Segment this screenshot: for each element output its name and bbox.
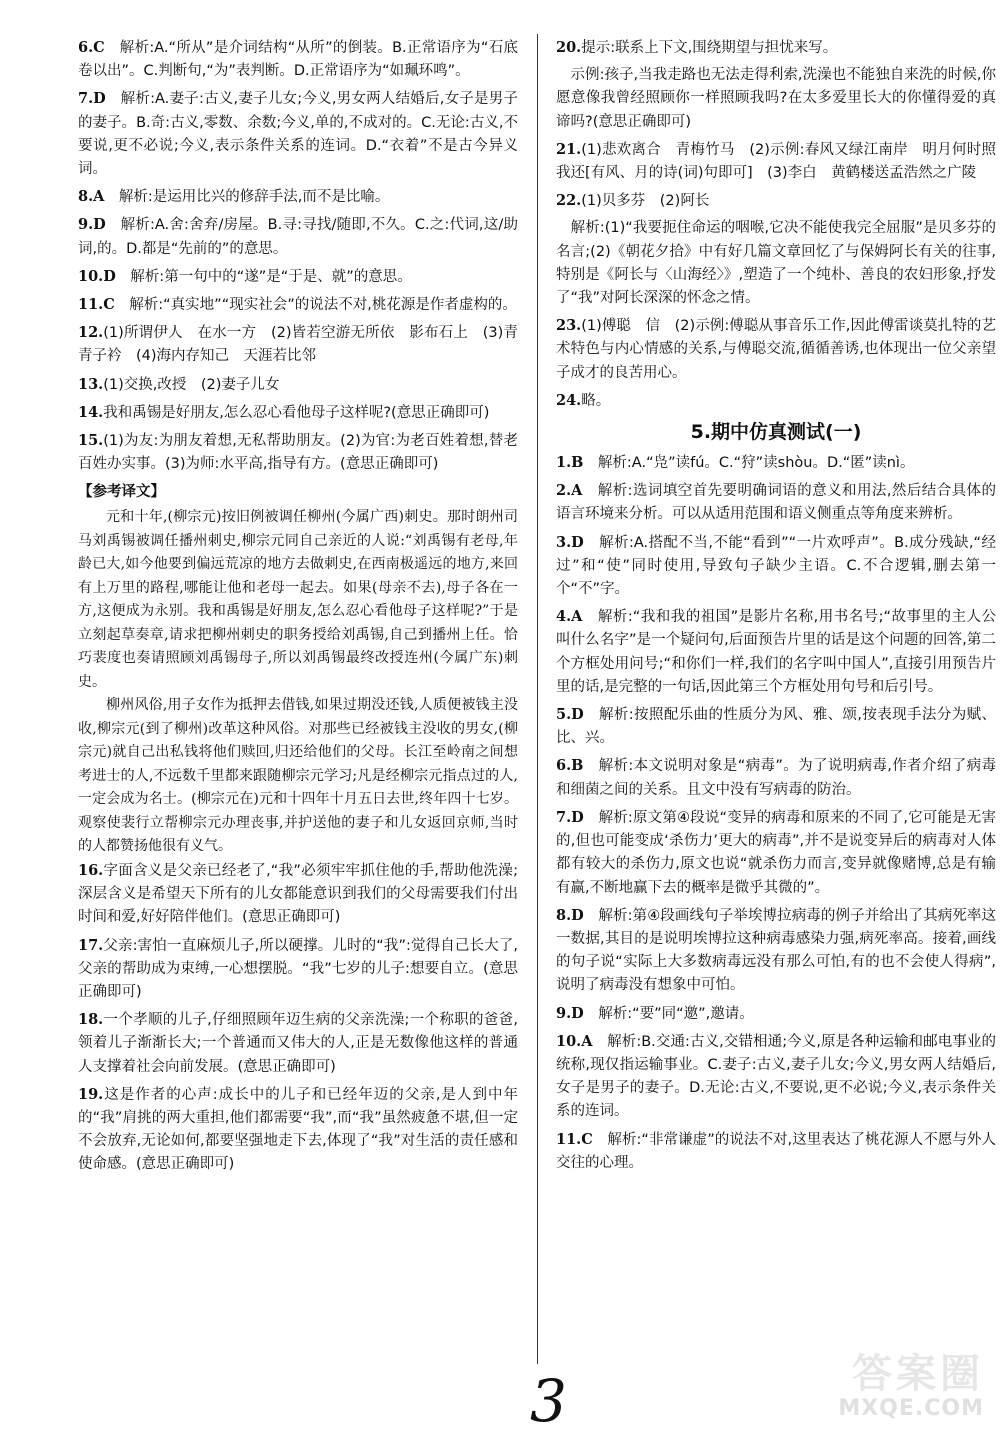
answer-text: 解析:选词填空首先要明确词语的意义和用法,然后结合具体的语言环境来分析。可以从适用范围和语义侧重点等角度来辨析。 — [556, 483, 996, 523]
answer-item — [556, 138, 996, 185]
answer-item — [556, 1128, 996, 1175]
column-divider — [537, 34, 538, 1364]
answer-item — [556, 806, 996, 900]
answer-item — [78, 321, 518, 368]
answer-number: 3.D — [556, 533, 584, 551]
answer-text: 父亲:害怕一直麻烦儿子,所以硬撑。儿时的“我”:觉得自己长大了,父亲的帮助成为束缚,一心想摆脱。“我”七岁的儿子:想要自立。(意思正确即可) — [78, 937, 518, 1000]
answer-text: 解析:“非常谦虚”的说法不对,这里表达了桃花源人不愿与外人交往的心理。 — [556, 1131, 996, 1171]
answer-item — [556, 904, 996, 998]
answer-item — [556, 36, 996, 60]
answer-text: 解析:是运用比兴的修辞手法,而不是比喻。 — [104, 189, 390, 206]
reference-translation-title: 【参考译文】 — [78, 484, 165, 501]
answer-text: 一个孝顺的儿子,仔细照顾年迈生病的父亲洗澡;一个称职的爸爸,领着儿子渐渐长大;一个普通而又伟大的人,正是无数像他这样的普通人支撑着社会向前发展。(意思正确即可) — [78, 1012, 518, 1075]
left-column — [78, 36, 518, 1181]
answer-text: 示例:孩子,当我走路也无法走得利索,洗澡也不能独自来洗的时候,你愿意像我曾经照顾你一样照顾我吗?在太多爱里长大的你懂得爱的真谛吗?(意思正确即可) — [556, 67, 996, 130]
answer-text: 解析:“真实地”“现实社会”的说法不对,桃花源是作者虚构的。 — [114, 297, 517, 314]
answer-text: (1)为友:为朋友着想,无私帮助朋友。(2)为官:为老百姓着想,替老百姓办实事。(3)为师:水平高,指导有方。(意思正确即可) — [78, 433, 518, 473]
answer-item — [556, 389, 996, 413]
answer-text: 解析:第④段画线句子举埃博拉病毒的例子并给出了其病死率这一数据,其目的是说明埃博拉这种病毒感染力强,病死率高。接着,画线的句子说“实际上大多数病毒远没有那么可怕,有的也不会使人得病”,说明了病毒没有想象中可怕。 — [556, 907, 996, 994]
answer-number: 16. — [78, 861, 104, 879]
answer-text: 解析:第一句中的“遂”是“于是、就”的意思。 — [115, 268, 412, 285]
answer-text: (1)悲欢离合 青梅竹马 (2)示例:春风又绿江南岸 明月何时照我还[有风、月的诗(词)句即可] (3)李白 黄鹤楼送孟浩然之广陵 — [556, 141, 996, 182]
answer-number: 11.C — [556, 1130, 593, 1148]
answer-number: 11.C — [78, 296, 115, 314]
answer-text: 我和禹锡是好朋友,怎么忍心看他母子这样呢?(意思正确即可) — [103, 404, 490, 421]
answer-item — [78, 87, 518, 181]
answer-number: 9.D — [556, 1004, 584, 1022]
answer-number: 17. — [78, 936, 104, 954]
answer-number: 7.D — [78, 90, 106, 108]
answer-number: 15. — [78, 432, 104, 450]
answer-item — [556, 754, 996, 801]
answer-item — [78, 293, 518, 317]
answer-number: 6.B — [556, 757, 584, 775]
answer-text: 提示:联系上下文,围绕期望与担忧来写。 — [581, 40, 838, 56]
answer-text: (1)交换,改授 (2)妻子儿女 — [103, 376, 280, 393]
reference-translation — [78, 506, 518, 859]
answer-number: 8.A — [78, 188, 105, 206]
answer-item — [78, 429, 518, 476]
watermark-text: 答案圈 — [852, 1351, 984, 1397]
answer-number: 5.D — [556, 706, 584, 724]
answer-number: 19. — [78, 1085, 104, 1103]
answer-number: 12. — [78, 324, 104, 342]
answer-text: 解析:A.“凫”读fú。C.“狩”读shòu。D.“匿”读nì。 — [583, 455, 915, 472]
answer-item — [556, 703, 996, 750]
answer-item — [556, 605, 996, 699]
answer-item — [78, 185, 518, 209]
answer-item — [78, 401, 518, 425]
answer-text: 解析:“我和我的祖国”是影片名称,用书名号;“故事里的主人公叫什么名字”是一个疑问句,后面预告片里的话是这个问题的回答,第二个方框处用问号;“和你们一样,我们的名字叫中国人”,直接引用预告片里的话,是完整的一句话,因此第三个方框处用句号和后引号。 — [556, 609, 996, 695]
answer-number: 6.C — [78, 39, 105, 56]
answer-number: 20. — [556, 39, 582, 56]
right-column — [556, 36, 996, 1179]
answer-item — [556, 1030, 996, 1124]
answer-text: 解析:A.搭配不当,不能“看到”“一片欢呼声”。B.成分残缺,“经过”和“使”同时使用,导致句子缺少主语。C.不合逻辑,删去第一个“不”字。 — [556, 534, 996, 598]
answer-item — [556, 1002, 996, 1026]
answer-number: 13. — [78, 375, 104, 393]
answer-item — [78, 265, 518, 289]
translation-paragraph: 元和十年,(柳宗元)按旧例被调任柳州(今属广西)刺史。那时朗州司马刘禹锡被调任播州刺史,柳宗元同自己亲近的人说:“刘禹锡有老母,年龄已大,如今他要到偏远荒凉的地方去做刺史,在西南极遥远的地方,来回有上万里的路程,哪能让他和老母一起去。如果(母亲不去),母子各在一方,这便成为永别。我和禹锡是好朋友,怎么忍心看他母子这样呢?”于是立刻起草奏章,请求把柳州刺史的职务授给刘禹锡,自己到播州上任。恰巧裴度也奏请照顾刘禹锡母子,所以刘禹锡最终改授连州(今属广东)刺史。 — [78, 509, 518, 690]
answer-item — [556, 64, 996, 134]
answer-text: 解析:(1)“我要扼住命运的咽喉,它决不能使我完全屈服”是贝多芬的名言;(2)《朝花夕拾》中有好几篇文章回忆了与保姆阿长有关的往事,特别是《阿长与〈山海经〉》,塑造了一个纯朴、善良的农妇形象,抒发了“我”对阿长深深的怀念之情。 — [556, 220, 996, 307]
answer-text: (1)贝多芬 (2)阿长 — [581, 193, 710, 210]
answer-text: 解析:本文说明对象是“病毒”。为了说明病毒,作者介绍了病毒和细菌之间的关系。且文中没有写病毒的防治。 — [556, 758, 996, 798]
answer-number: 14. — [78, 403, 104, 421]
answer-number: 1.B — [556, 454, 584, 472]
answer-number: 7.D — [556, 808, 584, 826]
answer-item — [556, 479, 996, 526]
answer-number: 9.D — [78, 216, 106, 234]
answer-item — [78, 859, 518, 930]
answer-text: 字面含义是父亲已经老了,“我”必须牢牢抓住他的手,帮助他洗澡;深层含义是希望天下所有的儿女都能意识到我们的父母需要我们付出时间和爱,好好陪伴他们。(意思正确即可) — [78, 862, 518, 926]
answer-item — [78, 213, 518, 260]
answer-text: (1)傅聪 信 (2)示例:傅聪从事音乐工作,因此傅雷谈莫扎特的艺术特色与内心情感的关系,与傅聪交流,循循善诱,也体现出一位父亲望子成才的良苦用心。 — [556, 318, 996, 381]
answer-number: 22. — [556, 192, 582, 210]
answer-item — [78, 373, 518, 397]
answer-number: 10.A — [556, 1032, 593, 1050]
answer-number: 24. — [556, 391, 582, 409]
page-number: 3 — [530, 1367, 567, 1435]
answer-number: 4.A — [556, 608, 583, 626]
answer-item — [556, 217, 996, 310]
answer-text: 解析:A.“所从”是介词结构“从所”的倒装。B.正常语序为“石底卷以出”。C.判断句,“为”表判断。D.正常语序为“如珮环鸣”。 — [78, 40, 518, 80]
watermark-url: MXQE.COM — [838, 1396, 984, 1421]
answer-number: 18. — [78, 1011, 104, 1029]
answer-number: 10.D — [78, 267, 116, 285]
answer-item — [556, 531, 996, 602]
section-title: 5.期中仿真测试(一) — [690, 421, 862, 444]
answer-item — [78, 36, 518, 83]
answer-item — [556, 451, 996, 475]
answer-text: 解析:A.舍:舍弃/房屋。B.寻:寻找/随即,不久。C.之:代词,这/助词,的。D.都是“先前的”的意思。 — [78, 217, 518, 257]
answer-text: 解析:“要”同“邀”,邀请。 — [583, 1005, 754, 1022]
answer-item — [556, 189, 996, 213]
answer-text: 解析:原文第④段说“变异的病毒和原来的不同了,它可能是无害的,但也可能变成‘杀伤力’更大的病毒”,并不是说变异后的病毒对人体都有较大的杀伤力,原文也说“就杀伤力而言,变异就像赌博,总是有输有赢,不断地赢下去的概率是微乎其微的”。 — [556, 809, 996, 896]
answer-text: 解析:按照配乐曲的性质分为风、雅、颂,按表现手法分为赋、比、兴。 — [556, 707, 996, 747]
answer-number: 2.A — [556, 482, 583, 500]
answer-item — [556, 314, 996, 385]
translation-paragraph: 柳州风俗,用子女作为抵押去借钱,如果过期没还钱,人质便被钱主没收,柳宗元(到了柳州)改革这种风俗。对那些已经被钱主没收的男女,(柳宗元)就自己出私钱将他们赎回,归还给他们的父母。长江至岭南之间想考进士的人,不远数千里都来跟随柳宗元学习;凡是经柳宗元指点过的人,一定会成为名士。(柳宗元在)元和十四年十月五日去世,终年四十七岁。观察使裴行立帮柳宗元办理丧事,并护送他的妻子和儿女返回京师,当时的人都赞扬他很有义气。 — [78, 697, 518, 855]
answer-item — [78, 934, 518, 1005]
answer-text: 解析:A.妻子:古义,妻子儿女;今义,男女两人结婚后,女子是男子的妻子。B.奇:古义,零数、余数;今义,单的,不成对的。C.无论:古义,不要说,更不必说;今义,表示条件关系的连词。D.“衣着”不是古今异义词。 — [78, 91, 518, 178]
answer-item — [78, 1008, 518, 1079]
answer-text: (1)所谓伊人 在水一方 (2)皆若空游无所依 影布石上 (3)青青子衿 (4)海内存知己 天涯若比邻 — [78, 325, 518, 365]
answer-text: 解析:B.交通:古义,交错相通;今义,原是各种运输和邮电事业的统称,现仅指运输事业。C.妻子:古义,妻子儿女;今义,男女两人结婚后,女子是男子的妻子。D.无论:古义,不要说,更不必说;今义,表示条件关系的连词。 — [556, 1033, 996, 1120]
watermark-logo — [808, 1352, 984, 1424]
answer-text: 这是作者的心声:成长中的儿子和已经年迈的父亲,是人到中年的“我”肩挑的两大重担,他们都需要“我”,而“我”虽然疲惫不堪,但一定不会放弃,无论如何,都要坚强地走下去,体现了“我”对生活的责任感和使命感。(意思正确即可) — [78, 1086, 518, 1173]
answer-number: 21. — [556, 140, 582, 158]
answer-number: 23. — [556, 317, 582, 335]
answer-number: 8.D — [556, 906, 584, 924]
answer-text: 略。 — [581, 392, 611, 409]
answer-item — [78, 1083, 518, 1177]
